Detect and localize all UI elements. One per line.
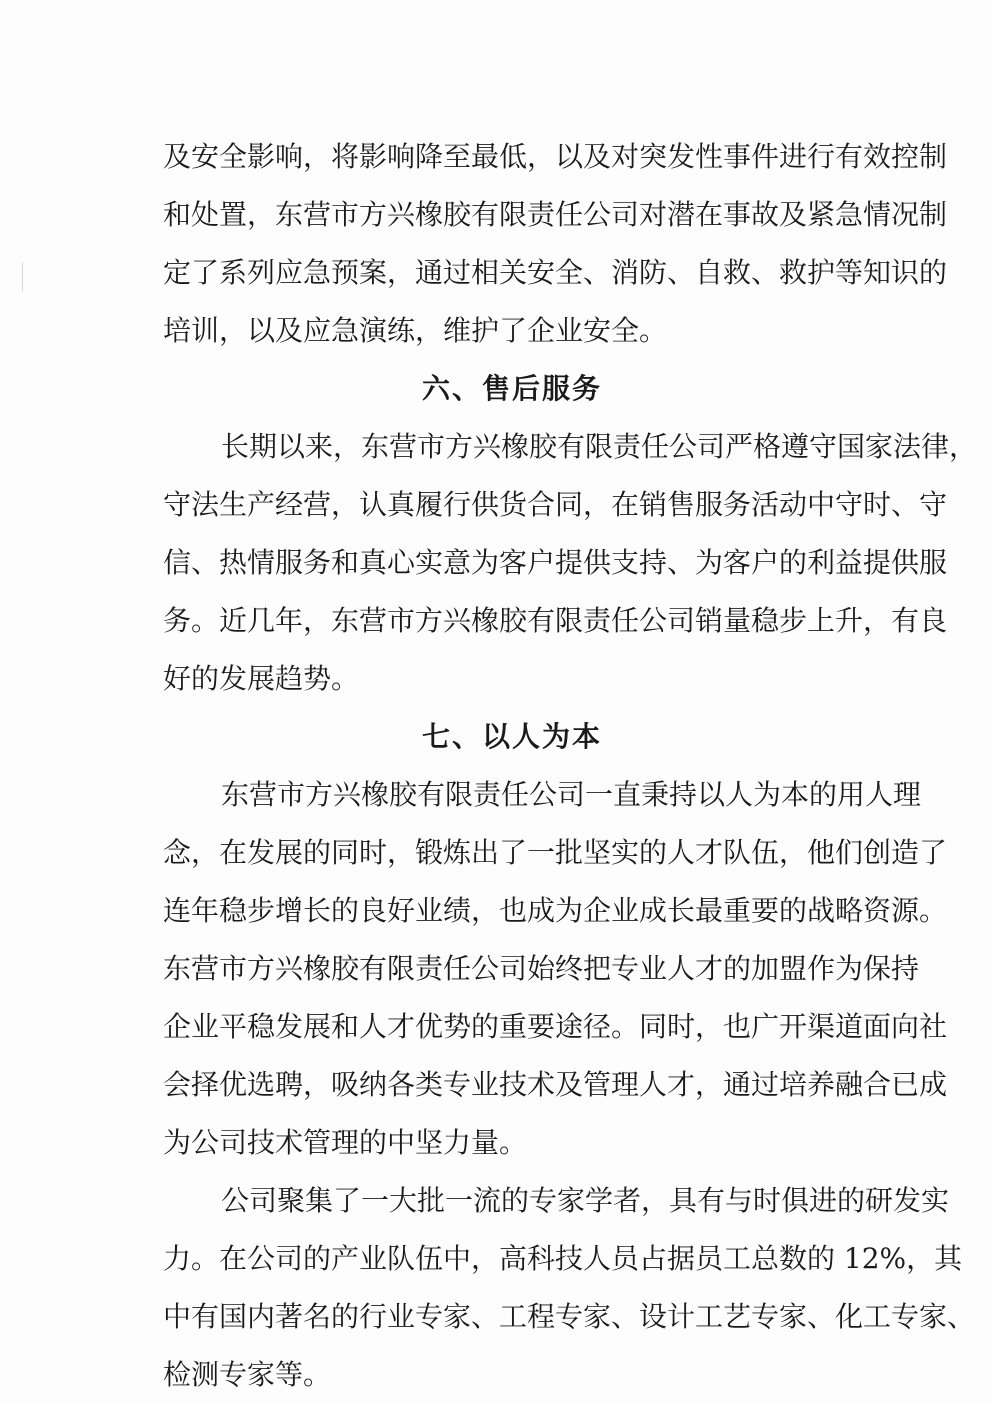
text-line: 念，在发展的同时，锻炼出了一批坚实的人才队伍，他们创造了 [163,836,948,869]
text-line: 长期以来，东营市方兴橡胶有限责任公司严格遵守国家法律， [221,430,978,463]
text-line: 企业平稳发展和人才优势的重要途径。同时，也广开渠道面向社 [163,1010,948,1043]
scan-mark [22,262,23,292]
text-line: 及安全影响，将影响降至最低，以及对突发性事件进行有效控制 [163,140,948,173]
text-line: 会择优选聘，吸纳各类专业技术及管理人才，通过培养融合已成 [163,1068,948,1101]
text-line: 连年稳步增长的良好业绩，也成为企业成长最重要的战略资源。 [163,894,948,927]
text-line: 中有国内著名的行业专家、工程专家、设计工艺专家、化工专家、 [163,1300,976,1333]
people-paragraph-1 [163,766,948,1172]
text-line: 定了系列应急预案，通过相关安全、消防、自救、救护等知识的 [163,256,948,289]
intro-paragraph [163,128,948,360]
text-line: 和处置，东营市方兴橡胶有限责任公司对潜在事故及紧急情况制 [163,198,948,231]
text-line: 好的发展趋势。 [163,662,360,695]
text-line: 培训，以及应急演练，维护了企业安全。 [163,314,668,347]
text-line: 东营市方兴橡胶有限责任公司始终把专业人才的加盟作为保持 [163,952,920,985]
people-paragraph-2 [163,1172,976,1404]
after-sales-paragraph [163,418,978,708]
body-text [163,128,978,1404]
text-line: 力。在公司的产业队伍中，高科技人员占据员工总数的 12%，其 [163,1242,963,1275]
text-line: 务。近几年，东营市方兴橡胶有限责任公司销量稳步上升，有良 [163,604,948,637]
text-line: 为公司技术管理的中坚力量。 [163,1126,528,1159]
text-line: 信、热情服务和真心实意为客户提供支持、为客户的利益提供服 [163,546,948,579]
section-heading-after-sales: 六、售后服务 [421,372,602,405]
text-line: 检测专家等。 [163,1358,332,1391]
text-line: 东营市方兴橡胶有限责任公司一直秉持以人为本的用人理 [221,778,922,811]
section-heading-people-oriented: 七、以人为本 [421,720,602,753]
text-line: 公司聚集了一大批一流的专家学者，具有与时俱进的研发实 [221,1184,950,1217]
text-line: 守法生产经营，认真履行供货合同，在销售服务活动中守时、守 [163,488,948,521]
